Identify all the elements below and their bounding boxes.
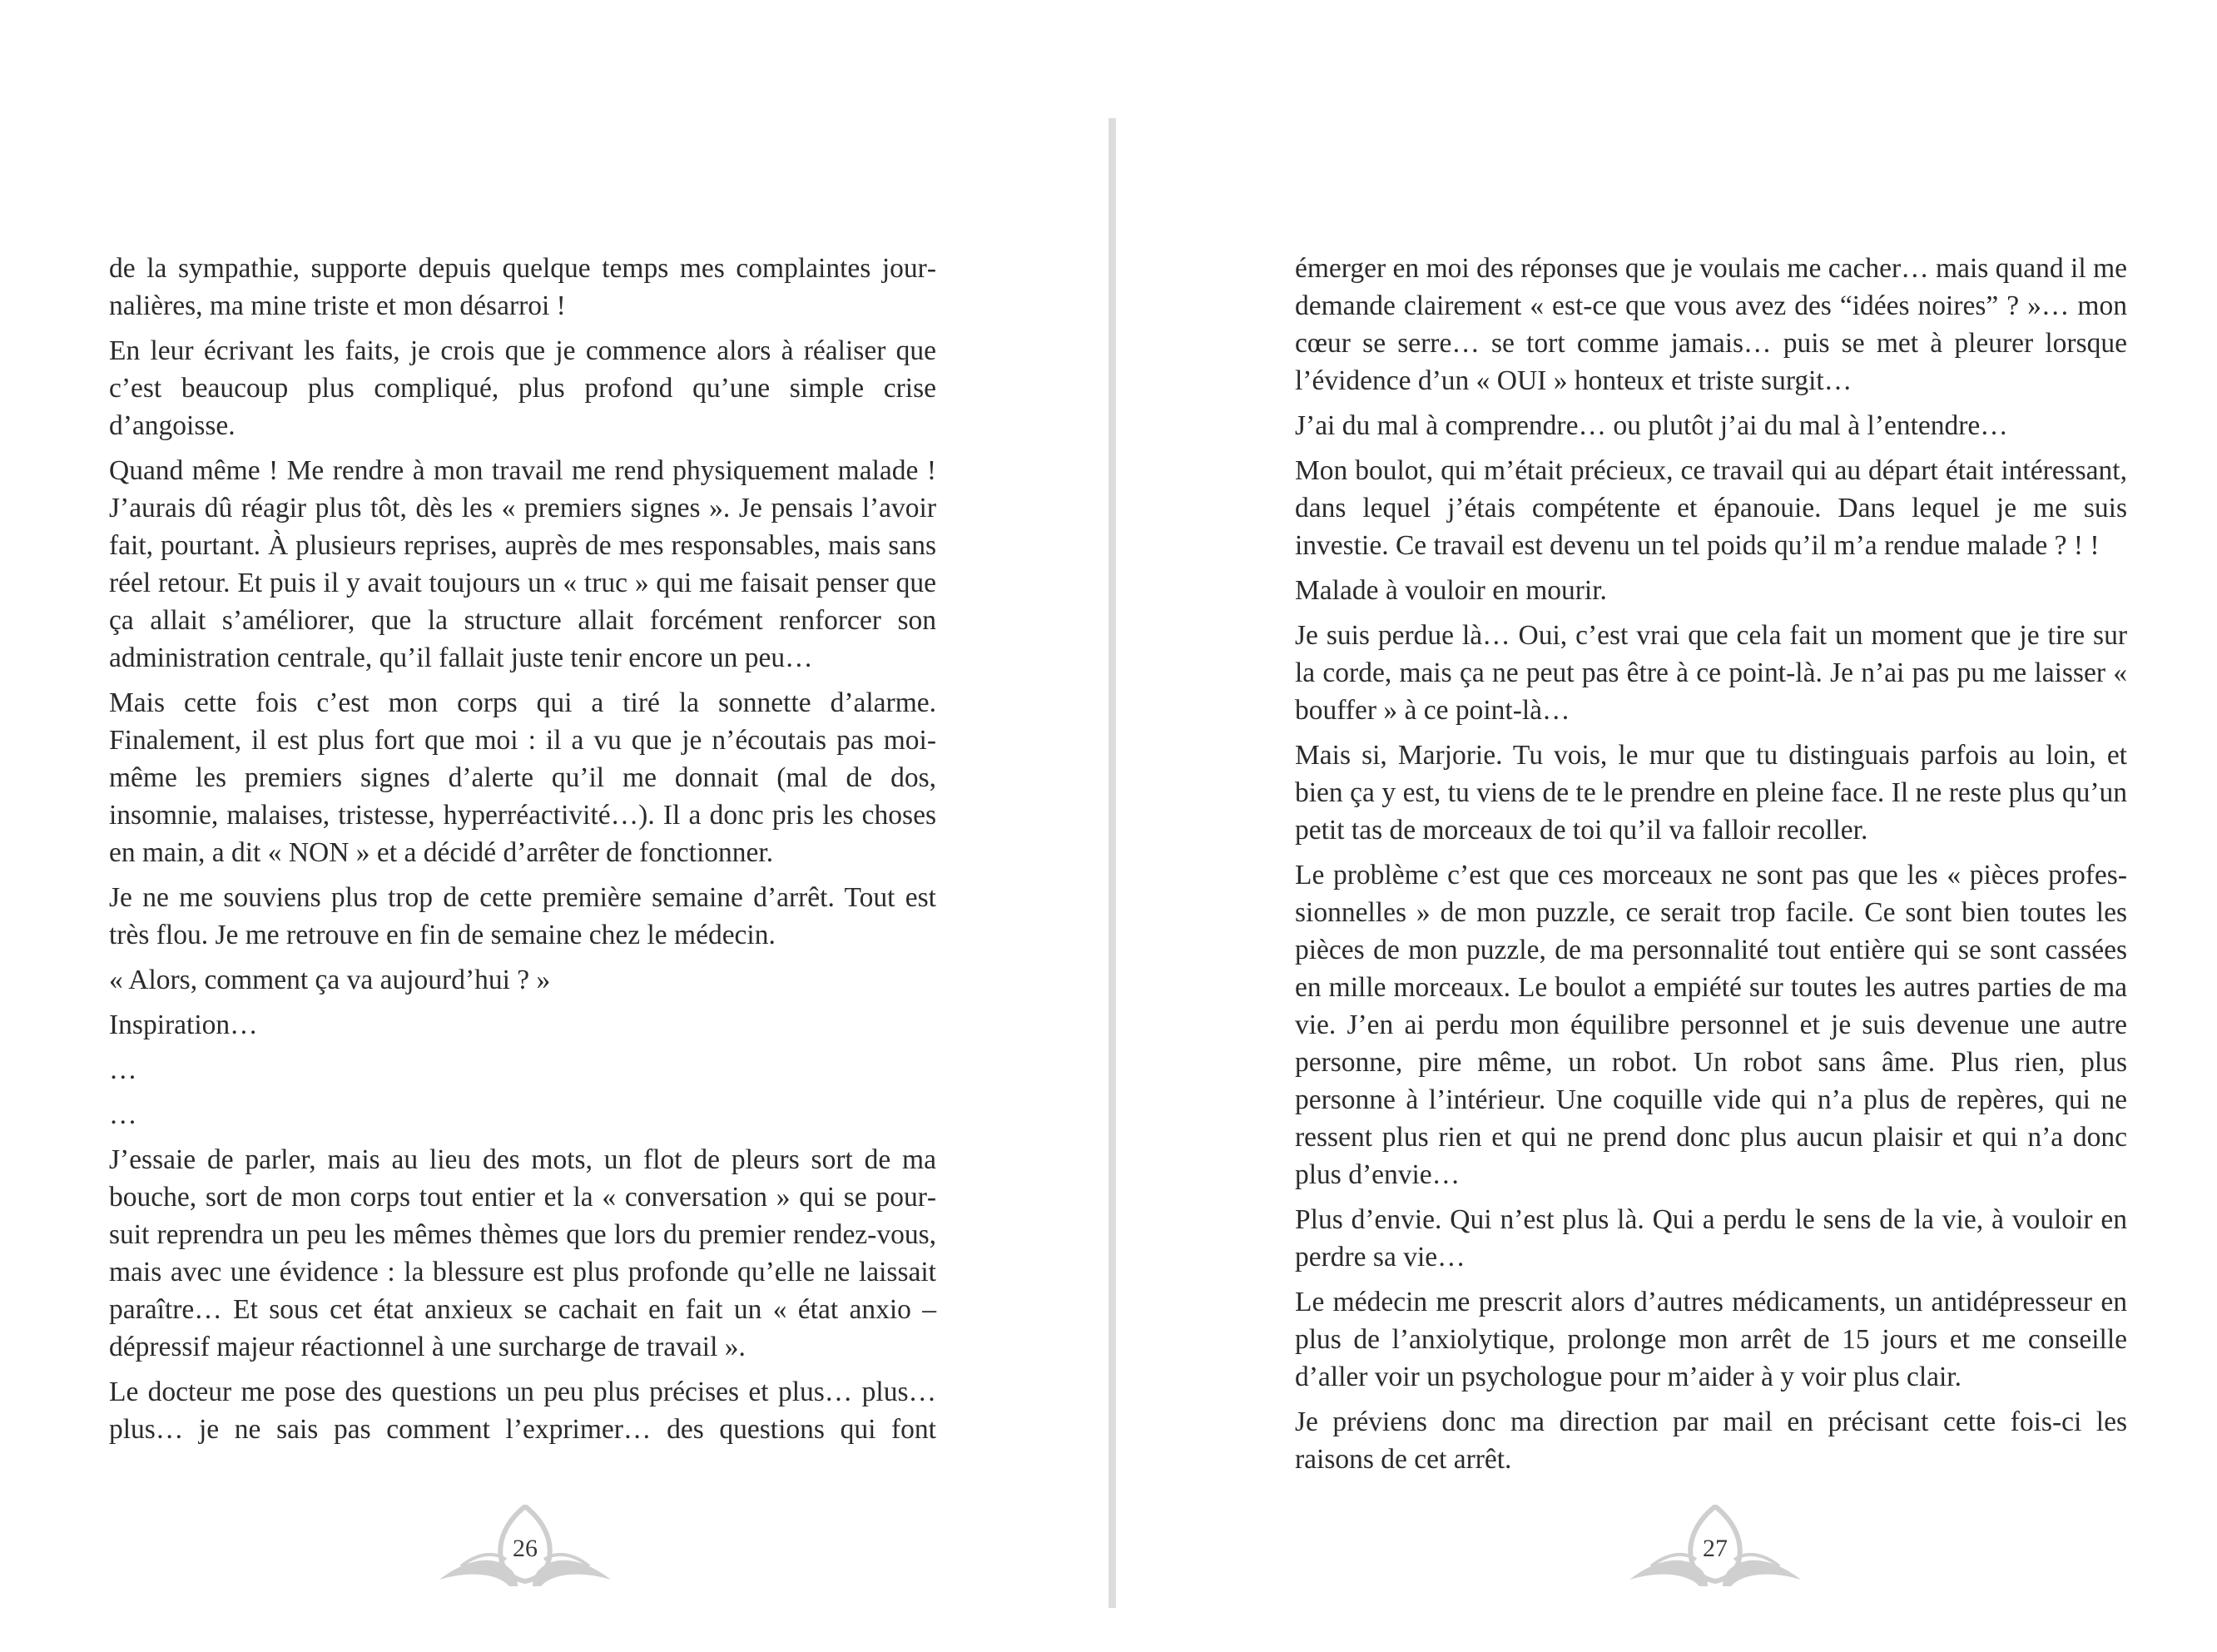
paragraph: Mais cette fois c’est mon corps qui a tiré la sonnette d’alarme. Finalement, il est plus fort que moi : il a vu que je n’écoutais pas moi-même les premiers signes d’alerte qu’il me donnait (mal de dos, insomnie, malaises, tristesse, hyperréactivité…). Il a donc pris les choses en main, a dit « NON » et a décidé d’arrêter de fonctionner. bbox=[109, 687, 936, 868]
paragraph: Plus d’envie. Qui n’est plus là. Qui a perdu le sens de la vie, à vouloir en perdre sa vie… bbox=[1295, 1204, 2127, 1272]
right-page bbox=[1295, 250, 2127, 1486]
paragraph: de la sympathie, supporte depuis quelque temps mes complaintes journalières, ma mine triste et mon désarroi ! bbox=[109, 253, 936, 321]
paragraph: Le docteur me pose des questions un peu plus précises et plus… plus… plus… je ne sais pas comment l’exprimer… des questions qui font bbox=[109, 1377, 936, 1445]
page-number: 27 bbox=[1703, 1535, 1728, 1562]
paragraph: Je ne me souviens plus trop de cette première semaine d’arrêt. Tout est très flou. Je me retrouve en fin de semaine chez le médecin. bbox=[109, 882, 936, 950]
left-page bbox=[109, 250, 936, 1456]
paragraph: Inspiration… bbox=[109, 1010, 258, 1040]
paragraph: J’ai du mal à comprendre… ou plutôt j’ai du mal à l’entendre… bbox=[1295, 410, 2008, 441]
paragraph: En leur écrivant les faits, je crois que je commence alors à réaliser que c’est beaucoup plus compliqué, plus profond qu’une simple crise d’angoisse. bbox=[109, 335, 936, 441]
paragraph: Quand même ! Me rendre à mon travail me rend physiquement malade ! J’aurais dû réagir plus tôt, dès les « premiers signes ». Je pensais l’avoir fait, pourtant. À plusieurs reprises, auprès de mes responsables, mais sans réel retour. Et puis il y avait toujours un « truc » qui me faisait penser que ça allait s’améliorer, que la structure allait forcément renforcer son administration centrale, qu’il fallait juste tenir encore un peu… bbox=[109, 455, 936, 673]
paragraph: J’essaie de parler, mais au lieu des mots, un flot de pleurs sort de ma bouche, sort de mon corps tout entier et la « conversation » qui se poursuit reprendra un peu les mêmes thèmes que lors du premier rendez-vous, mais avec une évidence : la blessure est plus profonde qu’elle ne laissait paraître… Et sous cet état anxieux se cachait en fait un « état anxio – dépressif majeur réactionnel à une surcharge de travail ». bbox=[109, 1144, 936, 1362]
paragraph: émerger en moi des réponses que je voulais me cacher… mais quand il me demande clairement « est-ce que vous avez des “idées noires” ? »… mon cœur se serre… se tort comme jamais… puis se met à pleurer lorsque l’évidence d’un « OUI » honteux et triste surgit… bbox=[1295, 253, 2127, 396]
ellipsis-line: … bbox=[109, 1054, 137, 1085]
paragraph: Mon boulot, qui m’était précieux, ce travail qui au départ était intéressant, dans lequel j’étais compétente et épanouie. Dans lequel je me suis investie. Ce travail est devenu un tel poids qu’il m’a rendue malade ? ! ! bbox=[1295, 455, 2127, 561]
book-gutter bbox=[1108, 118, 1116, 1608]
paragraph: Je préviens donc ma direction par mail en précisant cette fois-ci les raisons de cet arrêt. bbox=[1295, 1406, 2127, 1475]
page-number-right bbox=[1626, 1505, 1804, 1588]
paragraph: Le problème c’est que ces morceaux ne sont pas que les « pièces professionnelles » de mon puzzle, ce serait trop facile. Ce sont bien toutes les pièces de mon puzzle, de ma personnalité tout entière qui se sont cassées en mille morceaux. Le boulot a empiété sur toutes les autres parties de ma vie. J’en ai perdu mon équilibre personnel et je suis devenue une autre personne, pire même, un robot. Un robot sans âme. Plus rien, plus personne à l’intérieur. Une coquille vide qui n’a plus de repères, qui ne ressent plus rien et qui ne prend donc plus aucun plaisir et qui n’a donc plus d’envie… bbox=[1295, 860, 2127, 1190]
paragraph: Malade à vouloir en mourir. bbox=[1295, 575, 1607, 606]
paragraph: Mais si, Marjorie. Tu vois, le mur que tu distinguais parfois au loin, et bien ça y est, tu viens de te le prendre en pleine face. Il ne reste plus qu’un petit tas de morceaux de toi qu’il va falloir recoller. bbox=[1295, 740, 2127, 846]
paragraph: Je suis perdue là… Oui, c’est vrai que cela fait un moment que je tire sur la corde, mais ça ne peut pas être à ce point-là. Je n’ai pas pu me laisser « bouffer » à ce point-là… bbox=[1295, 620, 2127, 726]
dialogue-line: « Alors, comment ça va aujourd’hui ? » bbox=[109, 965, 551, 995]
page-number: 26 bbox=[513, 1535, 538, 1562]
paragraph: Le médecin me prescrit alors d’autres médicaments, un antidépresseur en plus de l’anxiolytique, prolonge mon arrêt de 15 jours et me conseille d’aller voir un psychologue pour m’aider à y voir plus clair. bbox=[1295, 1287, 2127, 1392]
ellipsis-line: … bbox=[109, 1099, 137, 1130]
page-number-left bbox=[436, 1505, 614, 1588]
